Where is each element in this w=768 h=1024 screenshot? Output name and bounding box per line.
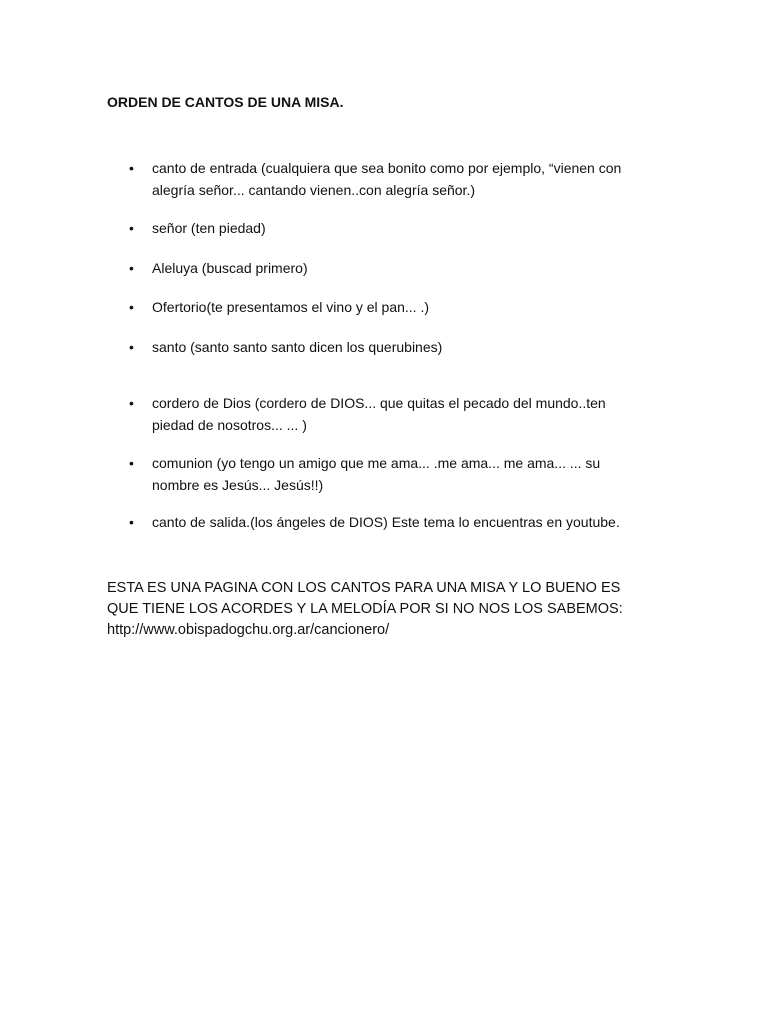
list-item-text: Aleluya (buscad primero) (152, 260, 308, 276)
list-item-text: cordero de Dios (cordero de DIOS... que quitas el pecado del mundo..ten piedad de nosotros... ... ) (152, 395, 606, 433)
footer-line: ESTA ES UNA PAGINA CON LOS CANTOS PARA UNA MISA Y LO BUENO ES (107, 580, 621, 596)
list-item-text: Ofertorio(te presentamos el vino y el pan... .) (152, 299, 430, 315)
footer-line: QUE TIENE LOS ACORDES Y LA MELODÍA POR SI NO NOS LOS SABEMOS: (107, 601, 623, 617)
bullet-icon: • (129, 339, 134, 355)
bullet-icon: • (129, 220, 134, 236)
footer-url: http://www.obispadogchu.org.ar/cancionero/ (107, 622, 390, 638)
page-title: ORDEN DE CANTOS DE UNA MISA. (107, 94, 344, 110)
bullet-icon: • (129, 299, 134, 315)
bullet-icon: • (129, 160, 134, 176)
bullet-icon: • (129, 455, 134, 471)
list-item-text: canto de salida.(los ángeles de DIOS) Este tema lo encuentras en youtube. (152, 514, 620, 530)
list-item-text: canto de entrada (cualquiera que sea bonito como por ejemplo, “vienen con alegría señor... cantando vienen..con alegría señor.) (152, 160, 622, 198)
footer-paragraph (107, 578, 667, 641)
bullet-icon: • (129, 260, 134, 276)
list-item-text: santo (santo santo santo dicen los querubines) (152, 339, 443, 355)
list-item-text: comunion (yo tengo un amigo que me ama... .me ama... me ama... ... su nombre es Jesús... Jesús!!) (152, 455, 601, 493)
list-item-text: señor (ten piedad) (152, 220, 266, 236)
bullet-icon: • (129, 514, 134, 530)
bullet-icon: • (129, 395, 134, 411)
